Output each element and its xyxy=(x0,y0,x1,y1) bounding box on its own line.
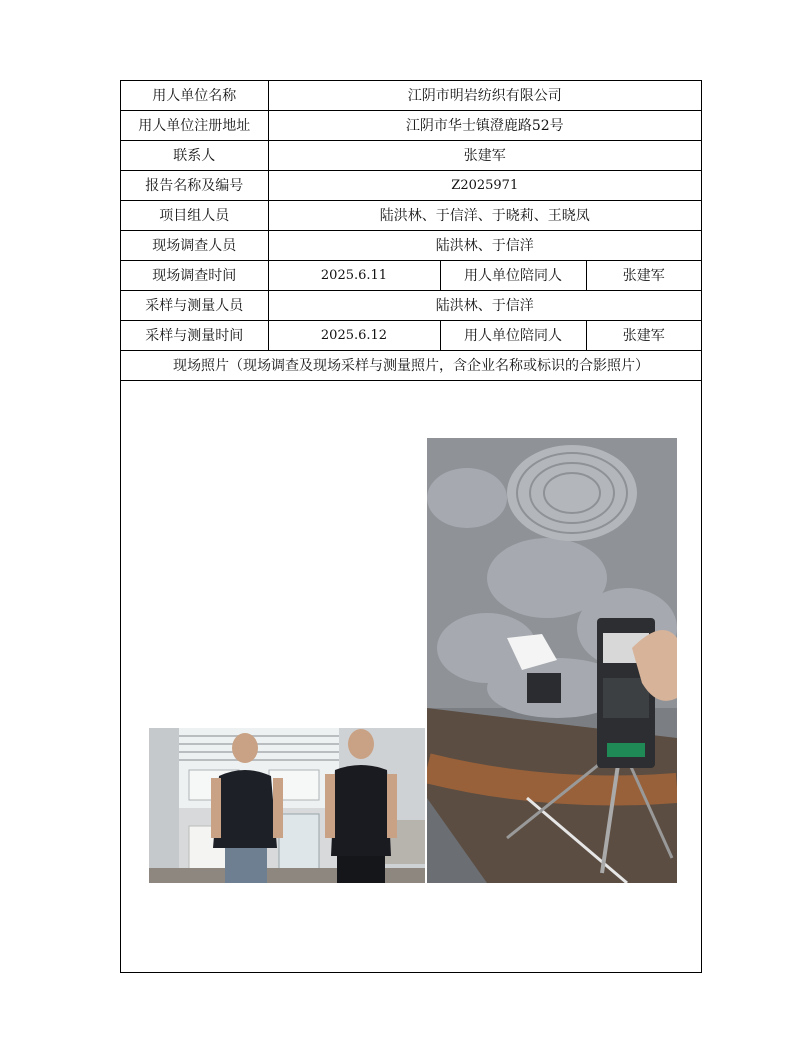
survey-companion-label: 用人单位陪同人 xyxy=(440,261,586,291)
survey-companion-value: 张建军 xyxy=(586,261,701,291)
contact-label: 联系人 xyxy=(121,141,268,171)
project-team-label: 项目组人员 xyxy=(121,201,268,231)
employer-name-label: 用人单位名称 xyxy=(121,81,268,111)
table-row xyxy=(121,351,701,381)
sampling-companion-value: 张建军 xyxy=(586,321,701,351)
project-team-value: 陆洪林、于信洋、于晓莉、王晓凤 xyxy=(268,201,701,231)
sampling-staff-value: 陆洪林、于信洋 xyxy=(268,291,701,321)
sampling-staff-label: 采样与测量人员 xyxy=(121,291,268,321)
survey-staff-label: 现场调查人员 xyxy=(121,231,268,261)
sampling-time-value: 2025.6.12 xyxy=(268,321,440,351)
table-row xyxy=(121,231,701,261)
info-table xyxy=(121,81,701,381)
table-row xyxy=(121,141,701,171)
table-row xyxy=(121,261,701,291)
photo-area xyxy=(121,382,701,972)
photos-header: 现场照片（现场调查及现场采样与测量照片，含企业名称或标识的合影照片） xyxy=(121,351,701,381)
survey-staff-value: 陆洪林、于信洋 xyxy=(268,231,701,261)
table-row xyxy=(121,81,701,111)
sampling-time-label: 采样与测量时间 xyxy=(121,321,268,351)
report-id-label: 报告名称及编号 xyxy=(121,171,268,201)
survey-time-value: 2025.6.11 xyxy=(268,261,440,291)
table-row xyxy=(121,291,701,321)
contact-value: 张建军 xyxy=(268,141,701,171)
sampling-companion-label: 用人单位陪同人 xyxy=(440,321,586,351)
employer-address-value: 江阴市华士镇澄鹿路52号 xyxy=(268,111,701,141)
report-form xyxy=(120,80,702,973)
group-photo xyxy=(149,728,425,883)
report-id-value: Z2025971 xyxy=(268,171,701,201)
measurement-photo xyxy=(427,438,677,883)
employer-address-label: 用人单位注册地址 xyxy=(121,111,268,141)
table-row xyxy=(121,321,701,351)
survey-time-label: 现场调查时间 xyxy=(121,261,268,291)
table-row xyxy=(121,201,701,231)
employer-name-value: 江阴市明岩纺织有限公司 xyxy=(268,81,701,111)
table-row xyxy=(121,171,701,201)
table-row xyxy=(121,111,701,141)
